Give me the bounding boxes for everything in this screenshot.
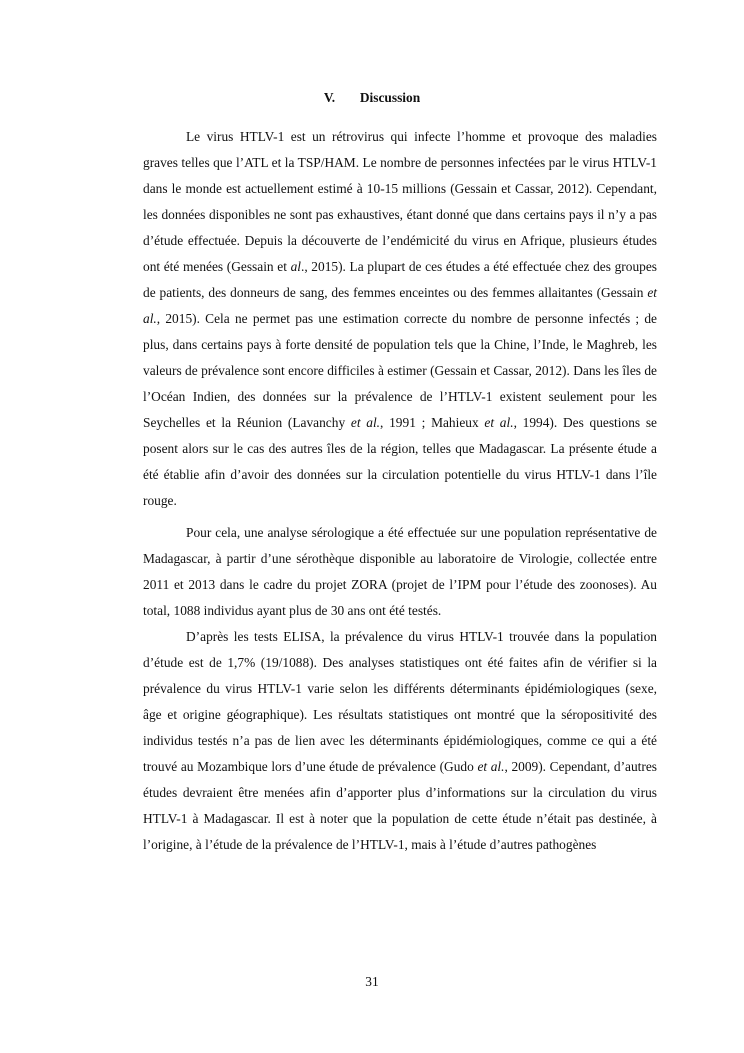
section-number: V. [323,90,336,105]
section-heading [0,88,744,108]
text-run: , 1994). Des questions se posent alors sur le cas des autres îles de la région, telles que Madagascar. La présente étude a été établie afin d’avoir des données sur la circulation potentielle du virus HTLV-1 dans l’île rouge. [143,415,657,508]
italic-run: et al. [484,415,514,430]
text-run: ., 2015). La plupart de ces études a été effectuée chez des groupes de patients, des donneurs de sang, des femmes enceintes ou des femmes allaitantes (Gessain [143,259,657,300]
text-run: , 2009). Cependant, d’autres études devraient être menées afin d’apporter plus d’informations sur la circulation du virus HTLV-1 à Madagascar. Il est à noter que la population de cette étude n’était pas destinée, à l’origine, à l’étude de la prévalence de l’HTLV-1, mais à l’étude d’autres pathogènes [143,759,657,852]
text-run: , 1991 ; Mahieux [380,415,485,430]
text-run: , 2015). Cela ne permet pas une estimation correcte du nombre de personne infectés ; de plus, dans certains pays à forte densité de population tels que la Chine, l’Inde, le Maghreb, les valeurs de prévalence sont encore difficiles à estimer (Gessain et Cassar, 2012). Dans les îles de l’Océan Indien, des données sur la prévalence de l’HTLV-1 existent seulement pour les Seychelles et la Réunion (Lavanchy [143,311,657,430]
paragraph-2 [143,520,657,624]
italic-run: et al. [477,759,505,774]
text-run: Le virus HTLV-1 est un rétrovirus qui infecte l’homme et provoque des maladies graves telles que l’ATL et la TSP/HAM. Le nombre de personnes infectées par le virus HTLV-1 dans le monde est actuellement estimé à 10-15 millions (Gessain et Cassar, 2012). Cependant, les données disponibles ne sont pas exhaustives, étant donné que dans certains pays il n’y a pas d’étude effectuée. Depuis la découverte de l’endémicité du virus en Afrique, plusieurs études ont été menées (Gessain et [143,129,657,274]
body-text [143,124,657,858]
page-number: 31 [365,974,379,989]
section-title: Discussion [359,90,421,105]
text-run: Pour cela, une analyse sérologique a été effectuée sur une population représentative de Madagascar, à partir d’une sérothèque disponible au laboratoire de Virologie, collectée entre 2011 et 2013 dans le cadre du projet ZORA (projet de l’IPM pour l’étude des zoonoses). Au total, 1088 individus ayant plus de 30 ans ont été testés. [143,525,657,618]
text-run: D’après les tests ELISA, la prévalence du virus HTLV-1 trouvée dans la population d’étude est de 1,7% (19/1088). Des analyses statistiques ont été faites afin de vérifier si la prévalence du virus HTLV-1 varie selon les différents déterminants épidémiologiques (sexe, âge et origine géographique). Les résultats statistiques ont montré que la séropositivité des individus testés n’a pas de lien avec les déterminants épidémiologiques, comme ce qui a été trouvé au Mozambique lors d’une étude de prévalence (Gudo [143,629,657,774]
paragraph-1 [143,124,657,514]
italic-run: al [290,259,301,274]
italic-run: et al. [350,415,381,430]
paragraph-3 [143,624,657,858]
italic-run: et al. [143,285,657,326]
